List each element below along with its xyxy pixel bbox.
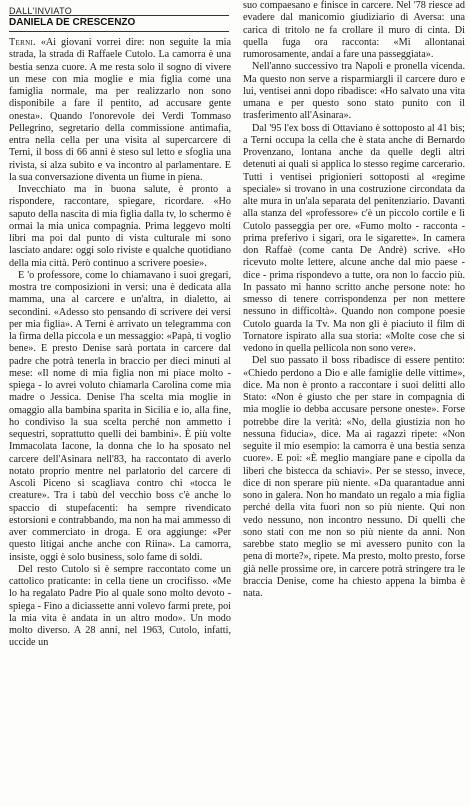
header-rule-top [9,15,229,16]
article-paragraph: Nell'anno successivo tra Napoli e pronella vicenda. Ma questo non serve a risparmiargli il carcere duro e lui, ventisei anni dopo ribadisce: «Ho salvato una vita umana e per questo sono stato punito con il trasferimento all'Asinara». [243,61,465,122]
article-column-1 [9,37,231,650]
article-paragraph: Del suo passato il boss ribadisce di essere pentito: «Chiedo perdono a Dio e alle famiglie delle vittime», dice. Ma non è pronto a raccontare i suoi delitti allo Stato: «Non è giusto che per stare in compagnia di mia moglie io debba accusare persone oneste». Forse potrebbe dire la verità: «No, della giustizia non ho nessuna fiducia», dice. Ma ai ragazzi ripete: «Non seguite il mio esempio: la camorra è una bestia senza cuore». E poi: «È meglio mangiare pane e cipolla da liberi che bistecca da schiavi». Per se stesso, invece, dice di non sperare più niente. «Da quarantadue anni sono in galera. Non ho mandato un regalo a mia figlia perché della vita fuori non so più niente. Qui non vedo nessuno, non incontro nessuno. Di quelli che sono stati con me non so più niente da anni. Non sarebbe stato meglio se mi avessero punito con la pena di morte?», ripete. Ma presto, molto presto, forse già nelle prossime ore, in carcere potrà stringere tra le braccia Denise, come ha chiesto appena la bimba è nata. [243,355,465,599]
article-paragraph: Invecchiato ma in buona salute, è pronto a rispondere, raccontare, spiegare, ricordare. «Ho saputo della nascita di mia figlia dalla tv, lo schermo è ormai la mia unica compagnia. Prima leggevo molti libri ma poi dal punto di vista culturale mi sono lasciato andare: oggi solo riviste e qualche quotidiano della mia città. Però continuo a scrivere poesie». [9,184,231,269]
header-rule-bottom [9,31,229,32]
author-byline: DANIELA DE CRESCENZO [9,17,136,28]
section-kicker: DALL'INVIATO [9,6,73,16]
dateline: Terni. [9,37,36,48]
article-paragraph: Del resto Cutolo si è sempre raccontato come un cattolico praticante: in cella tiene un crocifisso. «Me lo ha regalato Padre Pio al quale sono molto devoto - spiega - Fino a diciassette anni volevo farmi prete, poi la mia vita è andata in un altro modo». Un modo molto diverso. A 28 anni, nel 1963, Cutolo, infatti, uccide un [9,563,231,649]
article-paragraph: Dal '95 l'ex boss di Ottaviano è sottoposto al 41 bis; a Terni occupa la cella che è stata anche di Bernardo Provenzano, lontana anche da quelle degli altri detenuti ai quali si applica lo stesso regime carcerario. Tutti i ventisei prigionieri sottoposti al «regime speciale» si trovano in una costruzione circondata da alte mura in un'ala separata del penitenziario. Davanti alla stanza del «professore» c'è un piccolo cortile e lì Cutolo passeggia per ore. «Fumo molto - racconta - prima preferivo i sigari, ora le sigarette». In camera don Raffaè (come canta De Andrè) scrive. «Ho ricevuto molte lettere, alcune anche dal mio paese - dice - prima rispondevo a tutte, ora non lo faccio più. In passato mi hanno scritto anche persone note: ho smesso di tenere corrispondenza per non mettere nessuno in difficoltà». Quando non compone poesie Cutolo guarda la Tv. Ma non gli è piaciuto il film di Tornatore ispirato alla sua storia: «Molte cose che si vedono in quella pellicola non sono vere». [243,122,465,354]
article-paragraph: E 'o professore, come lo chiamavano i suoi gregari, mostra tre composizioni in versi: una è dedicata alla mamma, una al carcere e un'altra, in dialetto, ai secondini. «Adesso sto pensando di scrivere dei versi per mia figlia». A Terni è arrivato un telegramma con la firma della piccola e un messaggio: «Papà, ti voglio bene». E presto Denise sarà portata in carcere dal padre che potrà tenerla in braccio per dieci minuti al mese: «Il nome di mia figlia non mi piace molto - spiega - lo avrei voluto chiamarla Carolina come mia madre o Jessica. Denise l'ha scelta mia moglie in omaggio alla bambina sparita in Sicilia e io, alla fine, ho condiviso la sua scelta perché non ammetto i sequestri, soprattutto quelli dei bambini». È più volte Immacolata Iacone, la donna che lo ha sposato nel carcere dell'Asinara nell'83, ha raccontato di averlo notato proprio mentre nel parlatorio del carcere di Ascoli Piceno si scagliava contro chi «tocca le creature». Tra i tabù del vecchio boss c'è anche lo spaccio di stupefacenti: ha sempre rivendicato estorsioni e contrabbando, ma non ha mai ammesso di aver commerciato in droga. E ora aggiunge: «Per questo litigai anche anche con Riina». La camorra, insiste, oggi è solo business, solo fame di soldi. [9,269,231,563]
article-paragraph: suo compaesano e finisce in carcere. Nel '78 riesce ad evadere dal manicomio giudiziario di Aversa: una carica di tritolo ne fa crollare il muro di cinta. Di quella fuga ora racconta: «Mi allontanai rumorosamente, andai a fare una passeggiata». [243,0,465,60]
article-column-2 [243,0,465,600]
paragraph-text: «Ai giovani vorrei dire: non seguite la mia strada, la strada di Raffaele Cutolo. La camorra è una bestia senza cuore. A me resta solo il sogno di vivere un mese con mia moglie e mia figlia come una famiglia normale, ma per realizzarlo non sono disponibile a fare il pentito, ad accusare gente onesta». Quando l'onorevole dei Verdi Tommaso Pellegrino, segretario della commissione antimafia, entra nella cella per una visita al supercarcere di Terni, il boss di 66 anni è steso sul letto e sfoglia una rivista, si alza subito e va incontro al parlamentare. E la sua conversazione diventa un fiume in piena. [9,37,231,183]
article-paragraph [9,37,231,184]
